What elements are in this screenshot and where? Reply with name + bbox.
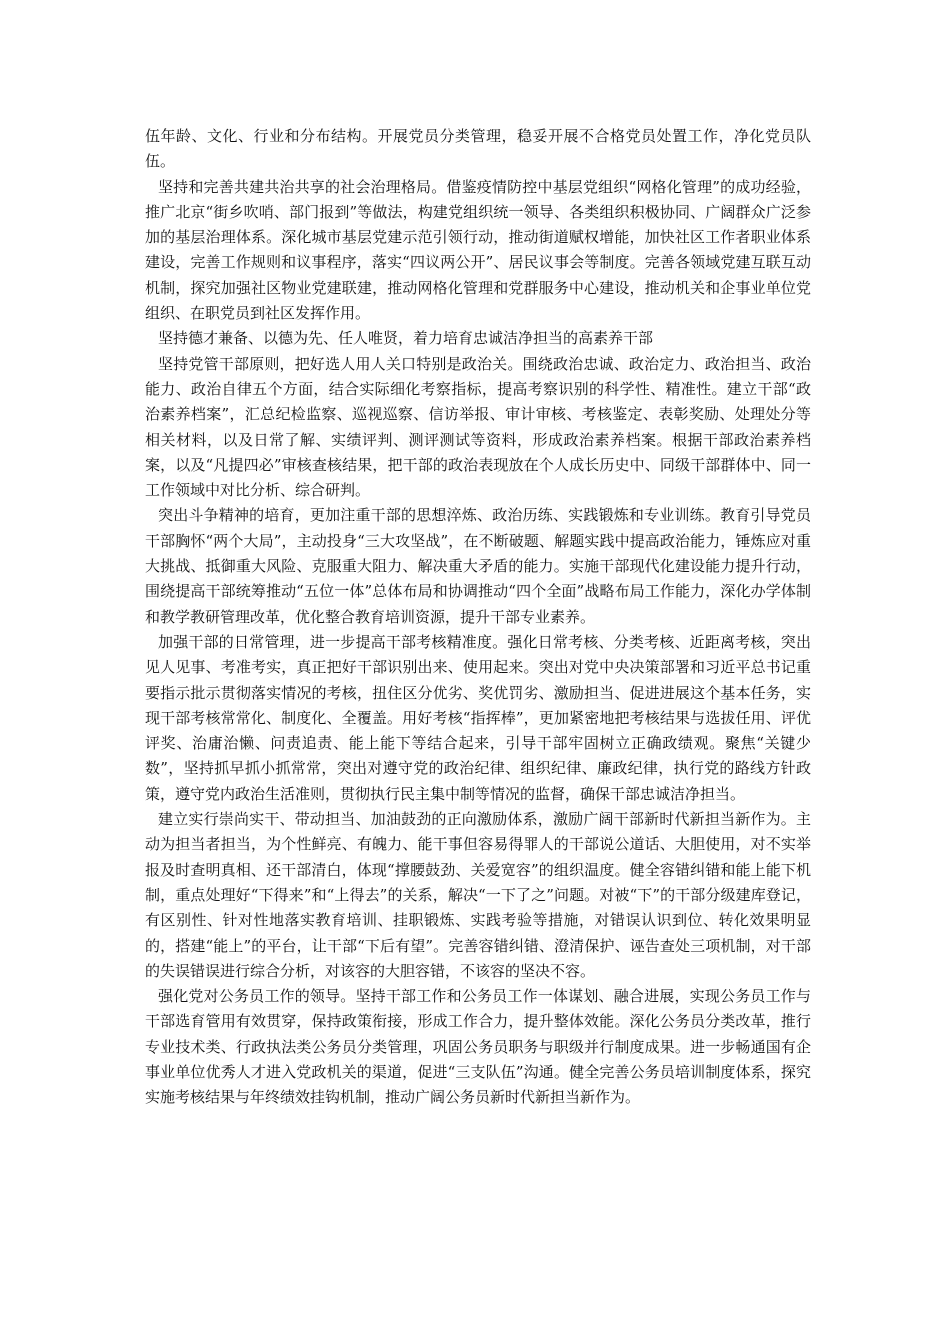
paragraph-civil-servants: 强化党对公务员工作的领导。坚持干部工作和公务员工作一体谋划、融合进展，实现公务员工作与干部选育管用有效贯穿，保持政策衔接，形成工作合力，提升整体效能。深化公务员分类改革，推行专业技术类、行政执法类公务员分类管理，巩固公务员职务与职级并行制度成果。进一步畅通国有企事业单位优秀人才进入党政机关的渠道，促进“三支队伍”沟通。健全完善公务员培训制度体系，探究实施考核结果与年终绩效挂钩机制，推动广阔公务员新时代新担当新作为。 xyxy=(145,987,811,1107)
paragraph-incentive-system: 建立实行崇尚实干、带动担当、加油鼓劲的正向激励体系，激励广阔干部新时代新担当新作为。主动为担当者担当，为个性鲜亮、有魄力、能干事但容易得罪人的干部说公道话、大胆使用，对不实举报及时查明真相、还干部清白，体现“撑腰鼓劲、关爱宽容”的组织温度。健全容错纠错和能上能下机制，重点处理好“下得来”和“上得去”的关系，解决“一下了之”问题。对被“下”的干部分级建库登记，有区别性、针对性地落实教育培训、挂职锻炼、实践考验等措施，对错误认识到位、转化效果明显的，搭建“能上”的平台，让干部“下后有望”。完善容错纠错、澄清保护、诬告查处三项机制，对干部的失误错误进行综合分析，对该容的大胆容错，不该容的坚决不容。 xyxy=(145,810,811,980)
document-body xyxy=(145,124,811,1111)
paragraph-social-governance: 坚持和完善共建共治共享的社会治理格局。借鉴疫情防控中基层党组织“网格化管理”的成功经验，推广北京“街乡吹哨、部门报到”等做法，构建党组织统一领导、各类组织积极协同、广阔群众广泛参加的基层治理体系。深化城市基层党建示范引领行动，推动街道赋权增能，加快社区工作者职业体系建设，完善工作规则和议事程序，落实“四议两公开”、居民议事会等制度。完善各领域党建互联互动机制，探究加强社区物业党建联建，推动网格化管理和党群服务中心建设，推动机关和企事业单位党组织、在职党员到社区发挥作用。 xyxy=(145,177,811,323)
paragraph-continuation: 伍年龄、文化、行业和分布结构。开展党员分类管理，稳妥开展不合格党员处置工作，净化党员队伍。 xyxy=(145,127,811,171)
section-heading-cadres: 坚持德才兼备、以德为先、任人唯贤，着力培育忠诚洁净担当的高素养干部 xyxy=(158,329,654,348)
paragraph-daily-management: 加强干部的日常管理，进一步提高干部考核精准度。强化日常考核、分类考核、近距离考核，突出见人见事、考准考实，真正把好干部识别出来、使用起来。突出对党中央决策部署和习近平总书记重要指示批示贯彻落实情况的考核，扭住区分优劣、奖优罚劣、激励担当、促进进展这个基本任务，实现干部考核常常化、制度化、全覆盖。用好考核“指挥棒”，更加紧密地把考核结果与选拔任用、评优评奖、治庸治懒、问责追责、能上能下等结合起来，引导干部牢固树立正确政绩观。聚焦“关键少数”，坚持抓早抓小抓常常，突出对遵守党的政治纪律、组织纪律、廉政纪律，执行党的路线方针政策，遵守党内政治生活准则，贯彻执行民主集中制等情况的监督，确保干部忠诚洁净担当。 xyxy=(145,632,811,803)
paragraph-cadre-selection: 坚持党管干部原则，把好选人用人关口特别是政治关。围绕政治忠诚、政治定力、政治担当、政治能力、政治自律五个方面，结合实际细化考察指标，提高考察识别的科学性、精准性。建立干部“政治素养档案”，汇总纪检监察、巡视巡察、信访举报、审计审核、考核鉴定、表彰奖励、处理处分等相关材料，以及日常了解、实绩评判、测评测试等资料，形成政治素养档案。根据干部政治素养档案，以及“凡提四必”审核查核结果，把干部的政治表现放在个人成长历史中、同级干部群体中、同一工作领域中对比分析、综合研判。 xyxy=(145,354,811,500)
paragraph-struggle-spirit: 突出斗争精神的培育，更加注重干部的思想淬炼、政治历练、实践锻炼和专业训练。教育引导党员干部胸怀“两个大局”，主动投身“三大攻坚战”，在不断破题、解题实践中提高政治能力，锤炼应对重大挑战、抵御重大风险、克服重大阻力、解决重大矛盾的能力。实施干部现代化建设能力提升行动，围绕提高干部统筹推动“五位一体”总体布局和协调推动“四个全面”战略布局工作能力，深化办学体制和教学教研管理改革，优化整合教育培训资源，提升干部专业素养。 xyxy=(145,506,811,626)
